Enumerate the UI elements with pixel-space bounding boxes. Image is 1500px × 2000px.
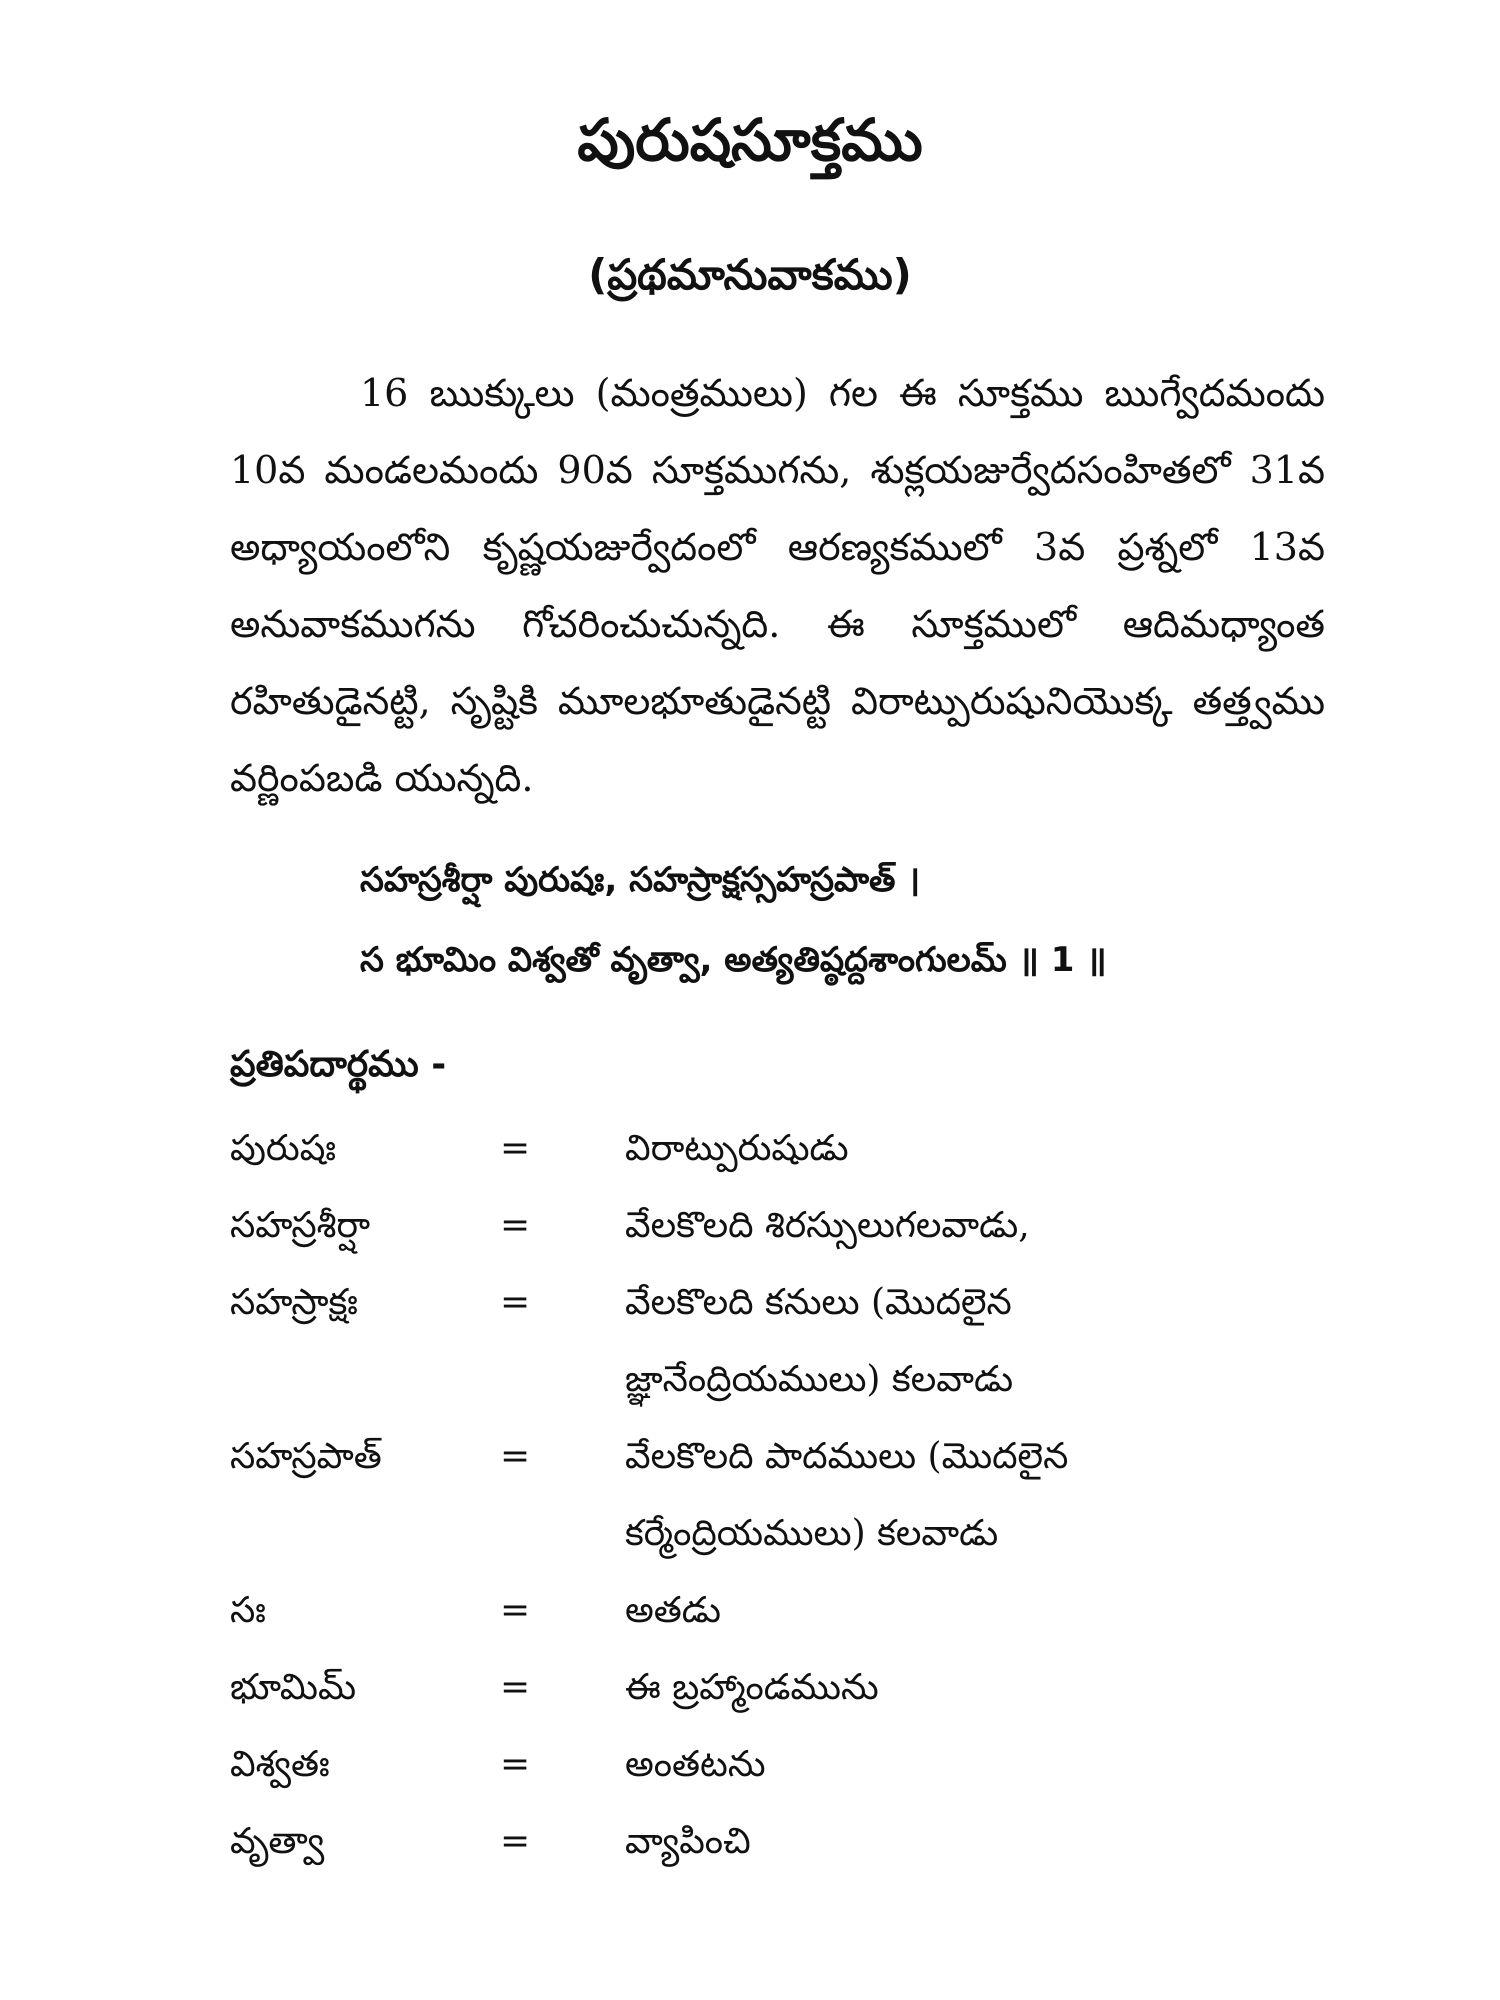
glossary-meaning: వ్యాపించి [625,1821,751,1862]
pratipadartham-heading: ప్రతిపదార్థము - [230,1044,447,1085]
equals-sign: = [500,1744,531,1785]
glossary-meaning: వేలకొలది శిరస్సులుగలవాడు, [625,1205,1030,1246]
equals-sign: = [500,1590,531,1631]
equals-sign: = [500,1821,531,1862]
section-subtitle: (ప్రథమానువాకము) [588,250,912,299]
glossary-meaning: వేలకొలది కనులు (మొదలైన జ్ఞానేంద్రియములు) కలవాడు [625,1282,1014,1400]
equals-sign: = [500,1667,531,1708]
glossary-meaning: విరాట్పురుషుడు [625,1128,849,1169]
glossary-row [230,1187,1330,1264]
glossary-row [230,1649,1330,1726]
glossary-meaning: ఈ బ్రహ్మాండమును [625,1667,879,1708]
glossary-term: వృత్వా [230,1821,325,1862]
verse-line-1: సహస్రశీర్షా పురుషః, సహస్రాక్షస్సహస్రపాత్ । [360,860,921,900]
glossary-term: సః [230,1590,266,1631]
glossary-meaning: వేలకొలది పాదములు (మొదలైన కర్మేంద్రియములు) కలవాడు [625,1436,1069,1554]
glossary-meaning: అంతటను [625,1744,766,1785]
glossary-term: సహస్రపాత్ [230,1436,382,1477]
glossary-row [230,1572,1330,1649]
intro-paragraph: 16 ఋక్కులు (మంత్రములు) గల ఈ సూక్తము ఋగ్వేదమందు 10వ మండలమందు 90వ సూక్తముగను, శుక్లయజుర్వేదసంహితలో 31వ అధ్యాయంలోని కృష్ణయజుర్వేదంలో ఆరణ్యకములో 3వ ప్రశ్నలో 13వ అనువాకముగను గోచరించుచున్నది. ఈ సూక్తములో ఆదిమధ్యాంత రహితుడైనట్టి, సృష్టికి మూలభూతుడైనట్టి విరాట్పురుషునియొక్క తత్త్వము వర్ణింపబడి యున్నది. [230,371,1325,800]
glossary-term: సహస్రశీర్షా [230,1205,371,1246]
glossary-term: సహస్రాక్షః [230,1282,358,1323]
glossary-row [230,1726,1330,1803]
glossary-term: విశ్వతః [230,1744,330,1785]
glossary-row [230,1264,1330,1418]
glossary-row [230,1803,1330,1880]
page-title: పురుషసూక్తము [577,106,923,174]
equals-sign: = [500,1282,531,1323]
glossary-term: పురుషః [230,1128,337,1169]
glossary-list [230,1110,1330,1880]
glossary-meaning: అతడు [625,1590,721,1631]
glossary-row [230,1110,1330,1187]
verse-line-2: స భూమిం విశ్వతో వృత్వా, అత్యతిష్ఠద్దశాంగులమ్ ॥ 1 ॥ [360,940,1107,980]
equals-sign: = [500,1205,531,1246]
glossary-row [230,1418,1330,1572]
equals-sign: = [500,1436,531,1477]
glossary-term: భూమిమ్ [230,1667,357,1708]
equals-sign: = [500,1128,531,1169]
